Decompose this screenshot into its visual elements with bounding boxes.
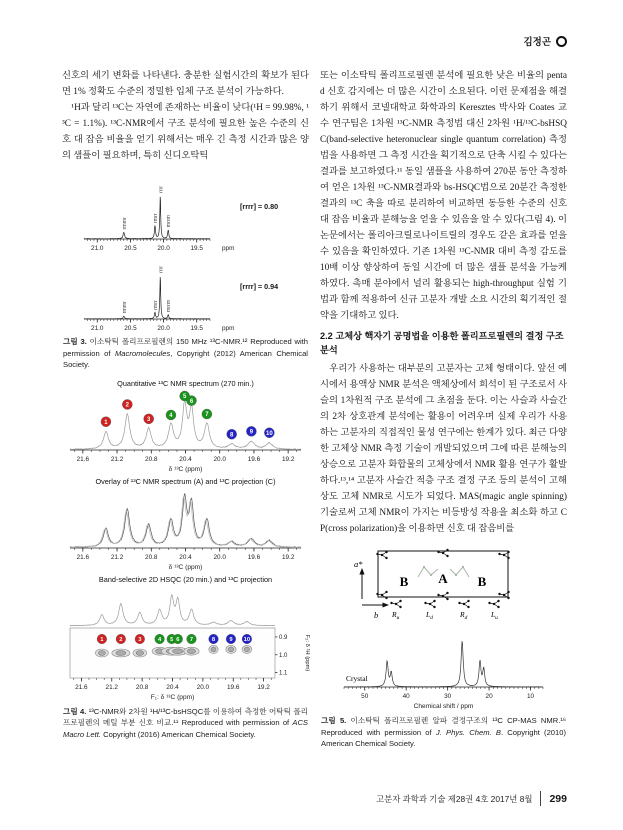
svg-text:2: 2 bbox=[119, 636, 123, 643]
figure-3 bbox=[62, 172, 309, 371]
unit-cell-svg bbox=[344, 545, 544, 629]
svg-text:21.6: 21.6 bbox=[76, 455, 90, 463]
svg-text:δ ¹³C (ppm): δ ¹³C (ppm) bbox=[168, 563, 203, 571]
svg-text:rmrr: rmrr bbox=[152, 300, 159, 310]
figure4-caption-text2: Copyright (2016) American Chemical Society. bbox=[100, 729, 256, 739]
nmr-spectrum-b bbox=[76, 252, 236, 332]
site-Rd: $R_d$ bbox=[459, 610, 467, 621]
svg-text:20.0: 20.0 bbox=[157, 245, 170, 252]
svg-text:0.9: 0.9 bbox=[279, 634, 288, 641]
svg-text:20.0: 20.0 bbox=[196, 683, 210, 691]
svg-text:9: 9 bbox=[229, 636, 233, 643]
svg-text:9: 9 bbox=[249, 429, 254, 436]
svg-text:20.4: 20.4 bbox=[179, 553, 192, 561]
svg-text:4: 4 bbox=[169, 412, 173, 419]
svg-text:7: 7 bbox=[189, 636, 194, 643]
svg-text:ppm: ppm bbox=[222, 325, 235, 332]
hsqc-2d-plot bbox=[62, 584, 309, 702]
svg-text:10: 10 bbox=[266, 430, 273, 437]
svg-text:19.2: 19.2 bbox=[281, 553, 295, 561]
figure-5 bbox=[320, 545, 567, 750]
column-right bbox=[320, 68, 567, 758]
b-arrowhead-icon bbox=[382, 603, 389, 608]
figure-4 bbox=[62, 379, 309, 741]
figure5-caption bbox=[321, 715, 566, 750]
figure3-caption-journal: Macromolecules bbox=[114, 348, 171, 358]
svg-text:19.2: 19.2 bbox=[257, 683, 270, 691]
svg-text:19.5: 19.5 bbox=[190, 325, 203, 332]
svg-text:40: 40 bbox=[402, 693, 410, 700]
svg-text:mrrm: mrrm bbox=[166, 215, 173, 228]
svg-text:rrrr: rrrr bbox=[158, 265, 165, 273]
svg-text:Chemical shift / ppm: Chemical shift / ppm bbox=[413, 703, 474, 710]
svg-text:20.8: 20.8 bbox=[145, 553, 158, 561]
figure3-caption-text1: 이소탁틱 폴리프로필렌의 150 MHz ¹³C-NMR.¹² Reproduced with permission of bbox=[63, 337, 308, 358]
unit-cell-diagram bbox=[344, 545, 544, 629]
figure5-caption-label: 그림 5. bbox=[321, 716, 347, 725]
svg-text:F₁: δ ¹³C (ppm): F₁: δ ¹³C (ppm) bbox=[150, 693, 195, 701]
figure4-caption-label: 그림 4. bbox=[63, 706, 87, 716]
svg-text:1.0: 1.0 bbox=[279, 652, 288, 659]
svg-text:21.6: 21.6 bbox=[76, 553, 90, 561]
figure3-caption-label: 그림 3. bbox=[63, 337, 87, 346]
svg-text:F₂: δ ¹H (ppm): F₂: δ ¹H (ppm) bbox=[304, 634, 310, 671]
page-footer bbox=[376, 791, 567, 806]
site-Lu: $L_u$ bbox=[490, 610, 498, 621]
svg-text:20.5: 20.5 bbox=[124, 325, 137, 332]
figure5-caption-text2: . Copyright (2010) American Chemical Society. bbox=[321, 727, 566, 748]
fig4-panel-a-title: Quantitative ¹³C NMR spectrum (270 min.) bbox=[117, 378, 254, 388]
svg-text:20.5: 20.5 bbox=[124, 245, 137, 252]
chain-left bbox=[418, 567, 438, 577]
svg-text:8: 8 bbox=[230, 431, 234, 438]
svg-text:21.0: 21.0 bbox=[91, 245, 104, 252]
paragraph-left-2: ¹H과 달리 ¹³C는 자연에 존재하는 비율이 낮다(¹H = 99.98%, ¹³C = 1.1%). ¹³C-NMR에서 구조 분석에 필요한 높은 수준의 신호 대 잡음 비율을 얻기 위해서는 매우 긴 측정 시간과 많은 양의 샘플이 필요하며, 특히 신디오탁틱 bbox=[62, 103, 309, 161]
page-number: 299 bbox=[549, 792, 567, 805]
column-left bbox=[62, 68, 309, 758]
svg-text:3: 3 bbox=[138, 636, 142, 643]
svg-text:mrrm: mrrm bbox=[166, 299, 173, 313]
svg-text:50: 50 bbox=[361, 693, 369, 700]
svg-text:rrrr: rrrr bbox=[158, 185, 165, 193]
figure3-caption-text2: , Copyright (2012) American Chemical Society. bbox=[63, 348, 308, 369]
fig3-annotation-a: [rrrr] = 0.80 bbox=[240, 201, 279, 211]
svg-text:19.5: 19.5 bbox=[190, 245, 203, 252]
fig4-panel-b-title: Overlay of ¹³C NMR spectrum (A) and ¹³C projection (C) bbox=[95, 476, 276, 486]
svg-text:1.1: 1.1 bbox=[279, 670, 288, 677]
site-label-B2: B bbox=[477, 574, 486, 589]
svg-text:10: 10 bbox=[527, 693, 535, 700]
page-header bbox=[62, 34, 567, 48]
svg-text:ppm: ppm bbox=[222, 245, 235, 252]
svg-text:21.2: 21.2 bbox=[105, 683, 118, 691]
svg-text:6: 6 bbox=[176, 636, 180, 643]
site-Ru: $R_u$ bbox=[391, 610, 399, 621]
a-star-label: a* bbox=[353, 559, 362, 569]
fig3-spectrum-row-a bbox=[76, 172, 309, 252]
figure4-caption-journal: ACS Macro Lett. bbox=[63, 718, 308, 739]
fig3-annotation-b: [rrrr] = 0.94 bbox=[240, 281, 279, 291]
nmr-spectrum-a bbox=[76, 172, 236, 252]
svg-text:20.0: 20.0 bbox=[213, 553, 226, 561]
svg-text:1: 1 bbox=[104, 419, 108, 426]
site-label-A: A bbox=[437, 571, 448, 586]
svg-text:2: 2 bbox=[125, 402, 129, 409]
svg-text:rmmr: rmmr bbox=[121, 301, 128, 314]
overlay-spectrum bbox=[62, 486, 309, 572]
paragraph-right-2: 우리가 사용하는 대부분의 고분자는 고체 형태이다. 앞선 예시에서 용액상 NMR 분석은 액체상에서 희석이 된 구조로서 사슬의 1차원적 구조 분석에 그 초점을 둔다. 이는 사슬과 사슬간의 2차 상호관계 분석에는 활용이 어려우며 실제 우리가 사용하는 고분자의 직접적인 물성 연구에는 한계가 있다. 최근 다양한 고체상 NMR 측정 기술이 개발되었으며 그에 따른 분해능의 상승으로 고분자 화합물의 고체상에서 NMR 활용 연구가 활발하다.¹³,¹⁴ 고분자 사슬간 적층 구조 결정 구조 등의 분석이 고해상도 고체 NMR로 시도가 되었다. MAS(magic angle spinning) 기술로써 고체 NMR이 가지는 비등방성 작용을 최소화 하고 CP(cross polarization)을 이용하면 신호 대 잡음비를 bbox=[320, 364, 567, 534]
svg-text:19.6: 19.6 bbox=[247, 455, 261, 463]
svg-text:10: 10 bbox=[243, 636, 251, 643]
cpmas-spectrum-wrap bbox=[336, 631, 551, 711]
svg-text:20.4: 20.4 bbox=[166, 683, 179, 691]
svg-text:8: 8 bbox=[211, 636, 216, 643]
cpmas-spectrum bbox=[336, 631, 551, 711]
svg-text:21.2: 21.2 bbox=[110, 553, 124, 561]
svg-text:3: 3 bbox=[147, 416, 151, 423]
svg-text:30: 30 bbox=[444, 693, 452, 700]
svg-text:20: 20 bbox=[485, 693, 493, 700]
site-label-B1: B bbox=[399, 574, 408, 589]
figure3-caption bbox=[63, 336, 308, 371]
svg-text:5: 5 bbox=[182, 393, 187, 400]
fig3-spectrum-row-b bbox=[76, 252, 309, 332]
svg-text:7: 7 bbox=[205, 411, 209, 418]
figure4-caption-text1: ¹³C-NMR와 2차원 ¹H/¹³C-bsHSQC를 이용하여 측정한 어탁틱 폴리프로필렌의 메틸 부분 신호 비교.¹¹ Reproduced with permission of bbox=[63, 706, 308, 727]
quantitative-13c-spectrum bbox=[62, 388, 309, 474]
svg-text:20.8: 20.8 bbox=[145, 455, 158, 463]
figure4-caption bbox=[63, 706, 308, 741]
figure5-caption-journal: J. Phys. Chem. B bbox=[435, 727, 501, 737]
svg-text:δ ¹³C (ppm): δ ¹³C (ppm) bbox=[168, 465, 203, 473]
svg-text:1: 1 bbox=[100, 636, 104, 643]
crystal-label: Crystal bbox=[346, 674, 368, 683]
svg-text:4: 4 bbox=[157, 636, 162, 643]
svg-text:19.6: 19.6 bbox=[247, 553, 261, 561]
author-badge-icon bbox=[556, 36, 567, 47]
svg-text:20.4: 20.4 bbox=[179, 455, 192, 463]
paragraph-right-1: 또는 이소탁틱 폴리프로필렌 분석에 필요한 낮은 비율의 pentad 신호 감지에는 더 많은 시간이 소요된다. 이런 문제점을 해결하기 위해서 코넬대학교 화학과의 Keresztes 박사와 Coates 교수 연구팀은 1차원 ¹³C-NMR 측정법 대신 2차원 ¹H/¹³C-bsHSQC(band-selective heteronuclear single quantum correlation) 측정법을 사용하면 그 측정 시간을 획기적으로 단축 시킬 수 있다는 결과를 보고하였다.¹¹ 동일 샘플을 사용하여 270분 동안 측정하여 얻은 1차원 ¹³C-NMR결과와 bs-HSQC법으로 20분간 측정한 결과의 ¹³C 축을 따로 분리하여 비교하면 동등한 수준의 신호 대 잡음 비율과 분해능을 얻을 수 있음을 알 수 있다(그림 4). 이 논문에서는 폴리아크릴로나이트릴의 경우도 같은 효과를 얻을 수 있음을 확인하였다. 기존 1차원 ¹³C-NMR 대비 측정 감도를 10배 이상 향상하여 동일 시간에 더 많은 샘플 분석을 가능케 하였다. 촉매 분야에서 널리 활용되는 high-throughput 실험 기법과 함께 적용하여 신규 고분자 개발 소요 시간의 획기적인 절약을 기대하고 있다. bbox=[320, 71, 567, 321]
svg-text:21.6: 21.6 bbox=[75, 683, 88, 691]
svg-text:21.0: 21.0 bbox=[91, 325, 104, 332]
author-name: 김정곤 bbox=[523, 37, 551, 48]
figure5-caption-text1: 이소탁틱 폴리프로필렌 알파 결정구조의 ¹³C CP-MAS NMR.¹⁶ Reproduced with permission of bbox=[321, 716, 566, 737]
paragraph-left-1: 신호의 세기 변화를 나타낸다. 충분한 실험시간의 확보가 된다면 1% 정확도 수준의 정밀한 입체 구조 분석이 가능하다. bbox=[62, 71, 309, 97]
svg-text:20.0: 20.0 bbox=[157, 325, 170, 332]
journal-info: 고분자 과학과 기술 제28권 4호 2017년 8월 bbox=[376, 793, 533, 804]
svg-text:19.6: 19.6 bbox=[227, 683, 240, 691]
svg-text:rmmr: rmmr bbox=[121, 217, 128, 230]
svg-text:19.2: 19.2 bbox=[281, 455, 295, 463]
b-label: b bbox=[373, 610, 378, 620]
fig4-panel-c-title: Band-selective 2D HSQC (20 min.) and ¹³C projection bbox=[98, 574, 273, 584]
svg-text:6: 6 bbox=[189, 398, 194, 405]
svg-text:20.0: 20.0 bbox=[213, 455, 226, 463]
section-heading-2-2: 2.2 고체상 핵자기 공명법을 이용한 폴리프로필렌의 결정 구조 분석 bbox=[320, 331, 564, 355]
svg-text:rmrr: rmrr bbox=[152, 213, 159, 224]
svg-text:21.2: 21.2 bbox=[110, 455, 124, 463]
chain-right bbox=[450, 567, 469, 577]
svg-text:5: 5 bbox=[170, 636, 174, 643]
svg-text:20.8: 20.8 bbox=[135, 683, 149, 691]
footer-divider bbox=[540, 791, 541, 806]
site-Ld: $L_d$ bbox=[425, 610, 433, 621]
